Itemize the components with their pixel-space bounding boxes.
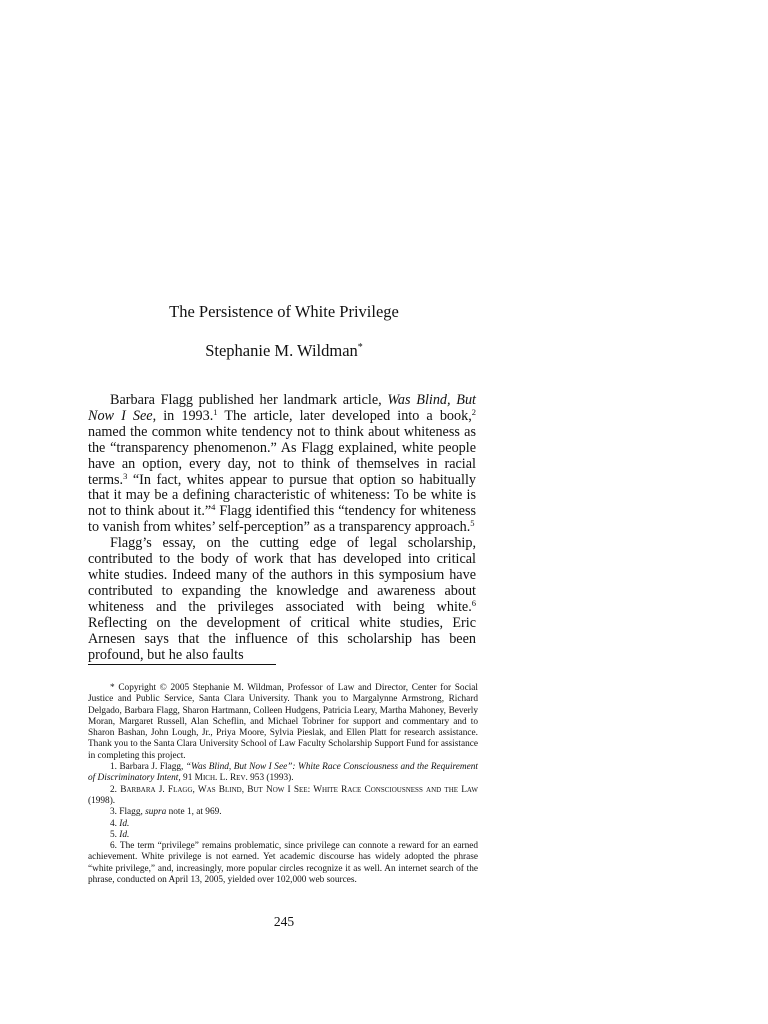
signal-word: Id. xyxy=(119,818,130,829)
text-run: note 1, at 969. xyxy=(166,807,222,818)
footnotes xyxy=(88,683,478,886)
footnote-1 xyxy=(88,762,478,785)
author-footnote-marker[interactable]: * xyxy=(357,342,363,353)
footnote-2 xyxy=(88,785,478,808)
footnote-text: Copyright © 2005 Stephanie M. Wildman, Professor of Law and Director, Center for Social Justice and Public Service, Santa Clara University. Thank you to Margalynne Armstrong, Richard Delgado, Barbara Flagg, Sharon Hartmann, Colleen Hudgens, Patricia Leary, Martha Mahoney, Beverly Moran, Margaret Russell, Alan Scheflin, and Michael Tobriner for support and commentary and to Sharon Bashan, John Lough, Jr., Priya Moore, Sylvia Pieslak, and Ellen Platt for research assistance. Thank you to the Santa Clara University School of Law Faculty Scholarship Support Fund for assistance in completing this project. xyxy=(88,683,478,761)
footnote-ref-1[interactable]: 1 xyxy=(213,406,218,417)
footnote-marker: * xyxy=(110,683,115,693)
signal-word: supra xyxy=(145,807,167,818)
body-paragraph xyxy=(88,393,476,536)
article-title: The Persistence of White Privilege xyxy=(169,302,399,321)
text-run: 4. xyxy=(110,818,120,829)
footnote-5 xyxy=(88,830,478,841)
cited-title: “Was Blind, But Now I See”: White Race Consciousness and the Requirement of Discriminatory Intent xyxy=(88,762,479,784)
text-run: Flagg identified this “tendency for whiteness to vanish from whites’ self-perception” as a transparency approach. xyxy=(88,503,476,536)
footnote-ref-2[interactable]: 2 xyxy=(471,406,476,417)
footnote-star xyxy=(88,683,478,762)
footnote-4 xyxy=(88,819,478,830)
footnote-ref-6[interactable]: 6 xyxy=(471,597,476,608)
text-run: 953 (1993). xyxy=(247,773,294,784)
article-body xyxy=(88,393,476,663)
footnote-ref-4[interactable]: 4 xyxy=(211,502,216,513)
author-line xyxy=(0,340,568,362)
footnote-ref-5[interactable]: 5 xyxy=(470,518,475,529)
text-run: 5. xyxy=(110,829,120,840)
footnote-3 xyxy=(88,807,478,818)
text-run: Reflecting on the development of critical white studies, Eric Arnesen says that the influence of this scholarship has been profound, but he also faults xyxy=(88,614,476,663)
text-run: , in 1993. xyxy=(152,407,214,424)
author-name: Stephanie M. Wildman xyxy=(205,341,358,360)
footnote-6: 6. The term “privilege” remains problematic, since privilege can connote a reward for an earned achievement. White privilege is not earned. Yet academic discourse has widely adopted the phrase “white privilege,” and, increasingly, more popular circles recognize it as well. An internet search of the phrase, conducted on April 13, 2005, yielded over 102,000 web sources. xyxy=(88,841,478,886)
text-run: , 91 xyxy=(178,773,195,784)
text-run: 2. xyxy=(110,784,121,795)
cited-title: Was Blind, But Now I See xyxy=(88,392,476,424)
text-run: named the common white tendency not to think about whiteness as the “transparency phenomenon.” As Flagg explained, white people have an option, every day, not to think of themselves in racial terms. xyxy=(88,423,476,488)
footnote-divider xyxy=(88,664,276,665)
text-run: (1998). xyxy=(88,795,116,806)
text-run: The article, later developed into a book, xyxy=(217,407,472,424)
journal-name: Mich. L. Rev. xyxy=(194,773,248,784)
text-run: “In fact, whites appear to pursue that option so habitually that it may be a defining characteristic of whiteness: To be white is not to think about it.” xyxy=(88,471,476,520)
footnote-ref-3[interactable]: 3 xyxy=(123,470,128,481)
book-citation: Barbara J. Flagg, Was Blind, But Now I See: White Race Consciousness and the Law xyxy=(120,784,479,795)
text-run: Barbara Flagg published her landmark article, xyxy=(110,392,388,408)
text-run: 3. Flagg, xyxy=(110,807,146,818)
text-run: 1. Barbara J. Flagg, xyxy=(110,762,186,773)
body-paragraph xyxy=(88,536,476,663)
signal-word: Id. xyxy=(119,829,130,840)
text-run: Flagg’s essay, on the cutting edge of legal scholarship, contributed to the body of work that has developed into critical white studies. Indeed many of the authors in this symposium have contributed to expanding the knowledge and awareness about whiteness and the privileges associated with being white. xyxy=(88,535,476,615)
page-number: 245 xyxy=(273,914,295,929)
